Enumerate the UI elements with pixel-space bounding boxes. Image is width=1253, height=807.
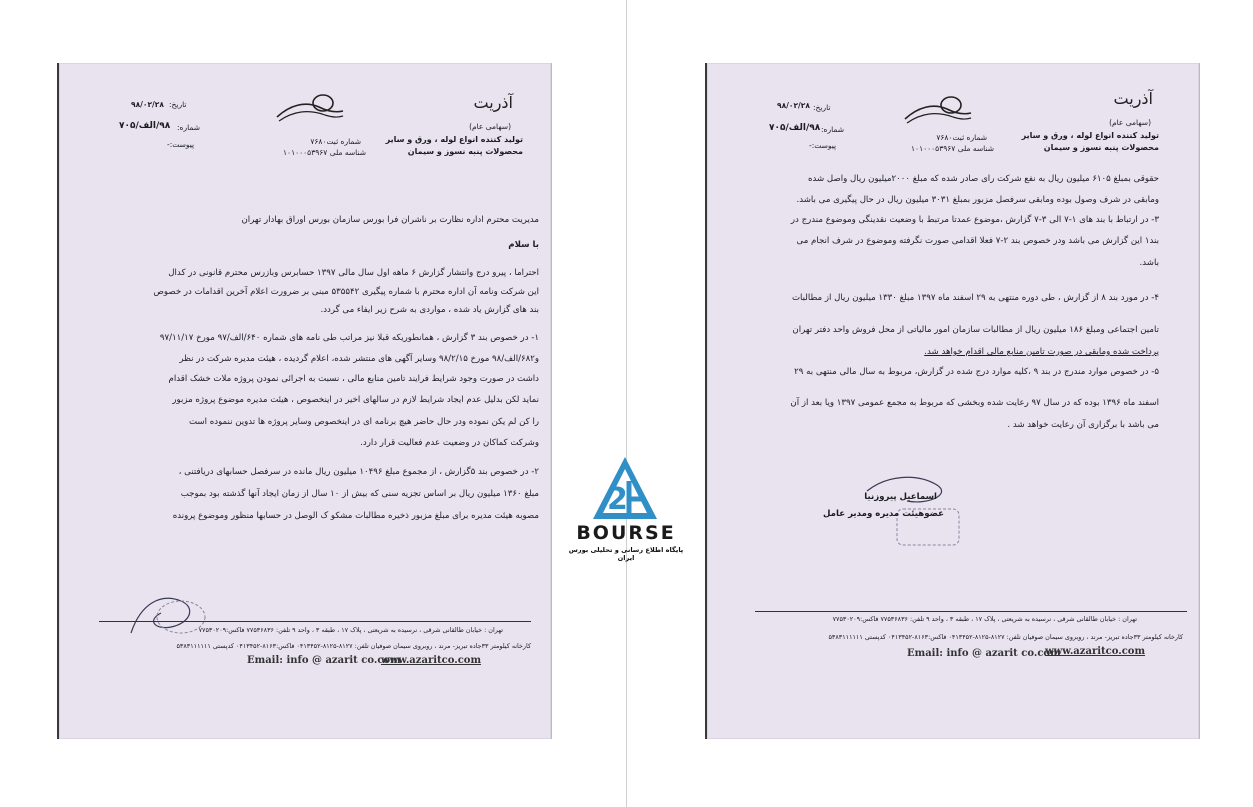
body-line: احتراما ، پیرو درج وانتشار گزارش ۶ ماهه اول سال مالی ۱۳۹۷ حسابرس وبازرس محترم قانونی در کدال [168, 268, 539, 278]
footer-address: تهران : خیابان طالقانی شرقی ، نرسیده به شریعتی ، پلاک ۱۷ ، طبقه ۳ ، واحد ۹ تلفن: ۷۷۵۳۶۸۳۶ فاکس:۷۷۵۳۰۲۰۹ [832, 615, 1137, 623]
bourse-logo-text: BOURSE [576, 522, 676, 544]
company-type: (سهامی عام) [469, 122, 511, 131]
number-value: ۹۸/الف/۷۰۵ [769, 123, 821, 133]
registration-number: شماره ثبت۷۶۸۰ [310, 137, 361, 146]
company-name: آذریت [1113, 89, 1153, 108]
national-id: شناسه ملی ۱۰۱۰۰۰۵۳۹۶۷ [283, 148, 366, 157]
footer-website[interactable]: www.azaritco.com [1045, 646, 1146, 657]
body-line: حقوقی بمبلغ ۶۱۰۵ میلیون ریال به نفع شرکت رای صادر شده که مبلغ ۲۰۰۰میلیون ریال واصل شده [807, 174, 1159, 184]
footer-email: Email: info @ azarit co.com [247, 655, 401, 666]
addressee: مدیریت محترم اداره نظارت بر ناشران فرا بورس سازمان بورس اوراق بهادار تهران [241, 215, 539, 225]
number-label: شماره: [821, 125, 844, 134]
bourse-tagline: پایگاه اطلاع رسانی و تحلیلی بورس ایران [568, 546, 684, 562]
body-line: را کن لم یکن نموده ودر حال حاضر هیچ برنامه ای در اینخصوص وسایر پروژه ها تدوین ننموده است [188, 417, 539, 427]
footer-divider [755, 611, 1187, 612]
footer-website[interactable]: www.azaritco.com [381, 655, 482, 666]
company-desc-line1: تولید کننده انواع لوله ، ورق و سایر [385, 135, 523, 144]
footer-factory: کارخانه کیلومتر ۳۳جاده تبریز- مرند ، روبروی سیمان صوفیان تلفن: ۸۱۲۷-۸۱۲۵-۰۴۱۳۴۵۲ فاکس:۸۱۶۳-۰۴۱۳۴۵۲ کدپستی ۵۳۸۳۱۱۱۱۱۱ [176, 642, 531, 650]
greeting: با سلام [508, 240, 539, 250]
body-line: ۱- در خصوص بند ۳ گزارش ، همانطوریکه قبلا نیز مراتب طی نامه های شماره ۶۴۰/الف/۹۷ مورخ ۹۷/۱۱/۱۷ [159, 333, 539, 343]
company-desc-line1: تولید کننده انواع لوله ، ورق و سایر [1021, 131, 1159, 140]
signer-name: اسماعیل پیروزنیا [864, 492, 937, 502]
azarit-logo-icon [903, 93, 973, 127]
date-value: ۹۸/۰۲/۲۸ [131, 100, 164, 109]
date-value: ۹۸/۰۲/۲۸ [777, 101, 810, 110]
number-label: شماره: [177, 123, 200, 132]
body-line: ۴- در مورد بند ۸ از گزارش ، طی دوره منتهی به ۲۹ اسفند ماه ۱۳۹۷ مبلغ ۱۳۳۰ میلیون ریال از مطالبات [791, 293, 1159, 303]
azarit-logo-icon [275, 91, 345, 125]
number-value: ۹۸/الف/۷۰۵ [119, 121, 171, 131]
letter-page-left [57, 63, 552, 739]
body-line: ۵- در خصوص موارد مندرج در بند ۹ ،کلیه موارد درج شده در گزارش، مربوط به سال مالی منتهی به ۲۹ [794, 367, 1159, 377]
company-desc-line2: محصولات پنبه نسوز و سیمان [407, 147, 523, 156]
body-line: داشت در صورت وجود شرایط فرایند تامین منابع مالی ، نسبت به اجرائی نمودن پروژه ملات خشک اقدام [168, 374, 539, 384]
date-label: تاریخ: [169, 100, 187, 109]
footer-factory: کارخانه کیلومتر ۳۳جاده تبریز- مرند ، روبروی سیمان صوفیان تلفن: ۸۱۲۷-۸۱۲۵-۰۴۱۳۴۵۲ فاکس:۸۱۶۳-۰۴۱۳۴۵۲ کدپستی ۵۳۸۳۱۱۱۱۱۱ [828, 633, 1183, 641]
body-line: ۳- در ارتباط با بند های ۱-۷ الی ۳-۷ گزارش ،موضوع عمدتا مرتبط با وضعیت نقدینگی وموضوع مندرج در [790, 215, 1159, 225]
body-line: ومابقی در شرف وصول بوده ومابقی سرفصل مزبور بمبلغ ۳۰۳۱ میلیون ریال در حال پیگیری می باشد. [796, 195, 1159, 205]
body-line: بند۱ این گزارش می باشد ودر خصوص بند ۲-۷ فعلا اقدامی صورت نگرفته وموضوع در شرف انجام می [796, 236, 1159, 246]
footer-divider [99, 621, 531, 622]
body-line: تامین اجتماعی ومبلغ ۱۸۶ میلیون ریال از مطالبات سازمان امور مالیاتی از محل فروش واحد دفتر تهران [792, 325, 1159, 335]
center-divider [626, 0, 627, 807]
date-label: تاریخ: [813, 103, 831, 112]
signer-title: عضوهیئت مدیره ومدیر عامل [823, 509, 944, 519]
attachment-label: پیوست:- [167, 140, 195, 149]
body-line: بند های گزارش یاد شده ، مواردی به شرح زیر ایفاء می گردد. [320, 305, 539, 315]
body-line: مبلغ ۱۳۶۰ میلیون ریال بر اساس تجزیه سنی که بیش از ۱۰ سال از زمان ایجاد آنها گذشته بود بموجب [180, 489, 539, 499]
body-line: می باشد با برگزاری آن رعایت خواهد شد . [1007, 420, 1159, 430]
footer-email: Email: info @ azarit co.com [907, 648, 1061, 659]
company-desc-line2: محصولات پنبه نسوز و سیمان [1043, 143, 1159, 152]
body-line: باشد. [1139, 258, 1159, 268]
body-line: اسفند ماه ۱۳۹۶ بوده که در سال ۹۷ رعایت شده وبخشی که مربوط به مجمع عمومی ۱۳۹۷ ویا بعد از آن [790, 398, 1159, 408]
signature-stamp-icon [121, 583, 211, 643]
body-line: مصوبه هیئت مدیره برای مبلغ مزبور ذخیره مطالبات مشکو ک الوصل در حسابها منظور وموضوع پرونده [172, 511, 539, 521]
body-line: نماید لکن بدلیل عدم ایجاد شرایط لازم در سالهای اخیر در اینخصوص ، هیئت مدیره موضوع پروژه مزبور [172, 395, 539, 405]
attachment-label: پیوست:- [809, 141, 837, 150]
body-line: پرداخت شده ومابقی در صورت تامین منابع مالی اقدام خواهد شد. [924, 347, 1159, 357]
svg-text:2: 2 [607, 482, 628, 517]
letter-page-right [705, 63, 1200, 739]
body-line: و۶۸۲/الف/۹۸ مورخ ۹۸/۲/۱۵ وسایر آگهی های منتشر شده، اعلام گردیده ، هیئت مدیره شرکت در نظر [179, 354, 539, 364]
body-line: ۲- در خصوص بند ۵گزارش ، از مجموع مبلغ ۱۰۴۹۶ میلیون ریال مانده در سرفصل حسابهای دریافتنی ، [178, 467, 539, 477]
registration-number: شماره ثبت۷۶۸۰ [936, 133, 987, 142]
body-line: وشرکت کماکان در وضعیت عدم فعالیت قرار دارد. [360, 438, 539, 448]
company-name: آذریت [473, 93, 513, 112]
national-id: شناسه ملی ۱۰۱۰۰۰۵۳۹۶۷ [911, 144, 994, 153]
footer-address: تهران : خیابان طالقانی شرقی ، نرسیده به شریعتی ، پلاک ۱۷ ، طبقه ۳ ، واحد ۹ تلفن: ۷۷۵۳۶۸۳۶ فاکس:۷۷۵۳۰۲۰۹ [198, 626, 503, 634]
body-line: این شرکت ونامه آن اداره محترم با شماره پیگیری ۵۳۵۵۴۲ مبنی بر ضرورت اعلام آخرین اقدامات در خصوص [153, 287, 539, 297]
company-type: (سهامی عام) [1109, 118, 1151, 127]
